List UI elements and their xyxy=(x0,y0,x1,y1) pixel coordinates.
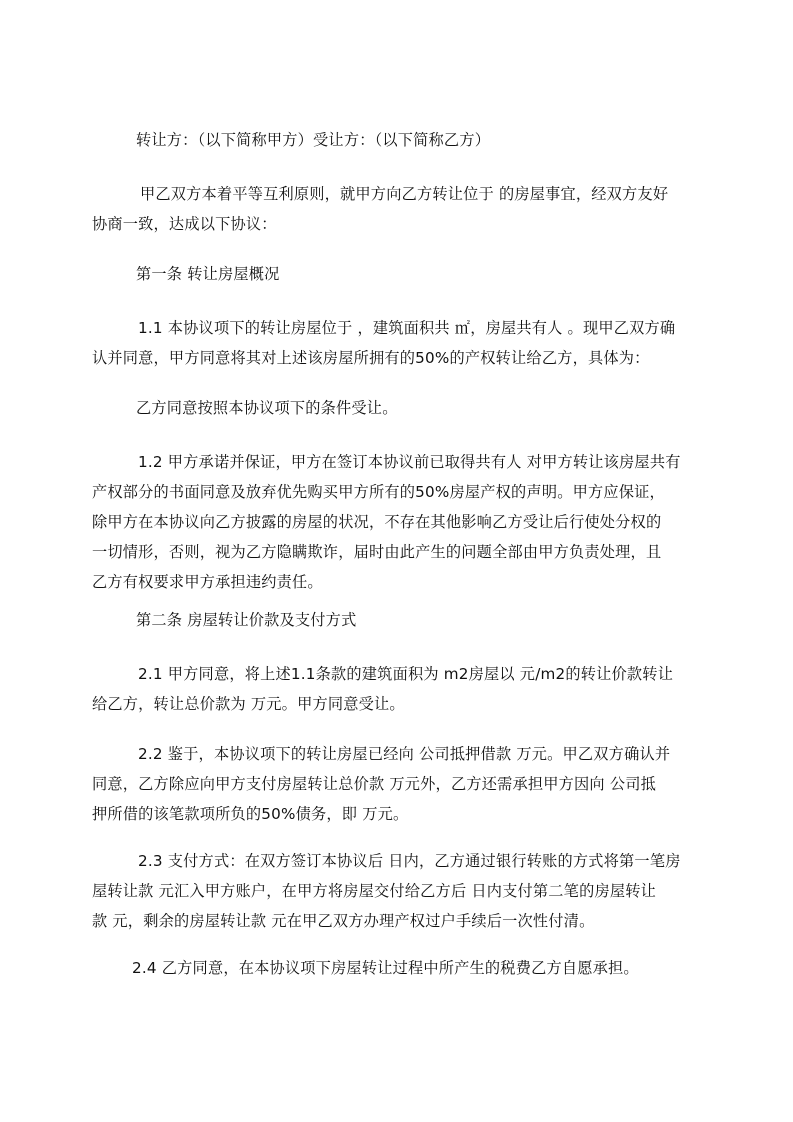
clause-1-2-line-3: 除甲方在本协议向乙方披露的房屋的状况，不存在其他影响乙方受让后行使处分权的 xyxy=(92,513,662,531)
clause-2-2-line-3: 押所借的该笔款项所负的50%债务，即 万元。 xyxy=(92,805,409,823)
clause-2-2-line-1: 2.2 鉴于，本协议项下的转让房屋已经向 公司抵押借款 万元。甲乙双方确认并 xyxy=(138,745,671,763)
clause-1-2 xyxy=(92,447,709,597)
clause-1-2-line-5: 乙方有权要求甲方承担违约责任。 xyxy=(92,573,323,591)
article-1-heading xyxy=(136,259,753,289)
parties-line-text: 转让方：（以下简称甲方）受让方：（以下简称乙方） xyxy=(136,131,491,149)
clause-1-1-tail xyxy=(136,393,753,423)
clause-1-1-tail-text: 乙方同意按照本协议项下的条件受让。 xyxy=(136,399,398,417)
clause-2-4 xyxy=(92,953,709,983)
preamble-line-1: 甲乙双方本着平等互利原则，就甲方向乙方转让位于 的房屋事宜，经双方友好 xyxy=(140,185,669,203)
clause-1-2-line-4: 一切情形，否则，视为乙方隐瞒欺诈，届时由此产生的问题全部由甲方负责处理，且 xyxy=(92,543,662,561)
clause-2-4-line-1: 2.4 乙方同意，在本协议项下房屋转让过程中所产生的税费乙方自愿承担。 xyxy=(132,959,639,977)
preamble-line-2: 协商一致，达成以下协议： xyxy=(92,215,277,233)
clause-1-1-line-1: 1.1 本协议项下的转让房屋位于 ，建筑面积共 ㎡，房屋共有人 。现甲乙双方确 xyxy=(138,319,676,337)
clause-2-3-line-2: 屋转让款 元汇入甲方账户，在甲方将房屋交付给乙方后 日内支付第二笔的房屋转让 xyxy=(92,882,657,900)
clause-2-2 xyxy=(92,739,709,829)
article-1-heading-text: 第一条 转让房屋概况 xyxy=(136,265,280,283)
clause-1-2-line-1: 1.2 甲方承诺并保证，甲方在签订本协议前已取得共有人 对甲方转让该房屋共有 xyxy=(138,453,681,471)
clause-2-3-line-1: 2.3 支付方式：在双方签订本协议后 日内，乙方通过银行转账的方式将第一笔房 xyxy=(138,852,681,870)
article-2-heading xyxy=(136,605,753,635)
clause-2-2-line-2: 同意，乙方除应向甲方支付房屋转让总价款 万元外，乙方还需承担甲方因向 公司抵 xyxy=(92,775,657,793)
clause-2-1-line-2: 给乙方，转让总价款为 万元。甲方同意受让。 xyxy=(92,695,405,713)
clause-2-3-line-3: 款 元，剩余的房屋转让款 元在甲乙双方办理产权过户手续后一次性付清。 xyxy=(92,912,595,930)
clause-1-1-line-2: 认并同意，甲方同意将其对上述该房屋所拥有的50%的产权转让给乙方，具体为： xyxy=(92,349,650,367)
preamble-paragraph xyxy=(92,179,709,239)
clause-2-1-line-1: 2.1 甲方同意，将上述1.1条款的建筑面积为 m2房屋以 元/m2的转让价款转让 xyxy=(138,665,674,683)
clause-2-1 xyxy=(92,659,709,719)
clause-1-1 xyxy=(92,313,709,373)
article-2-heading-text: 第二条 房屋转让价款及支付方式 xyxy=(136,611,357,629)
clause-1-2-line-2: 产权部分的书面同意及放弃优先购买甲方所有的50%房屋产权的声明。甲方应保证， xyxy=(92,483,665,501)
clause-2-3 xyxy=(92,846,709,936)
parties-line xyxy=(136,125,753,155)
